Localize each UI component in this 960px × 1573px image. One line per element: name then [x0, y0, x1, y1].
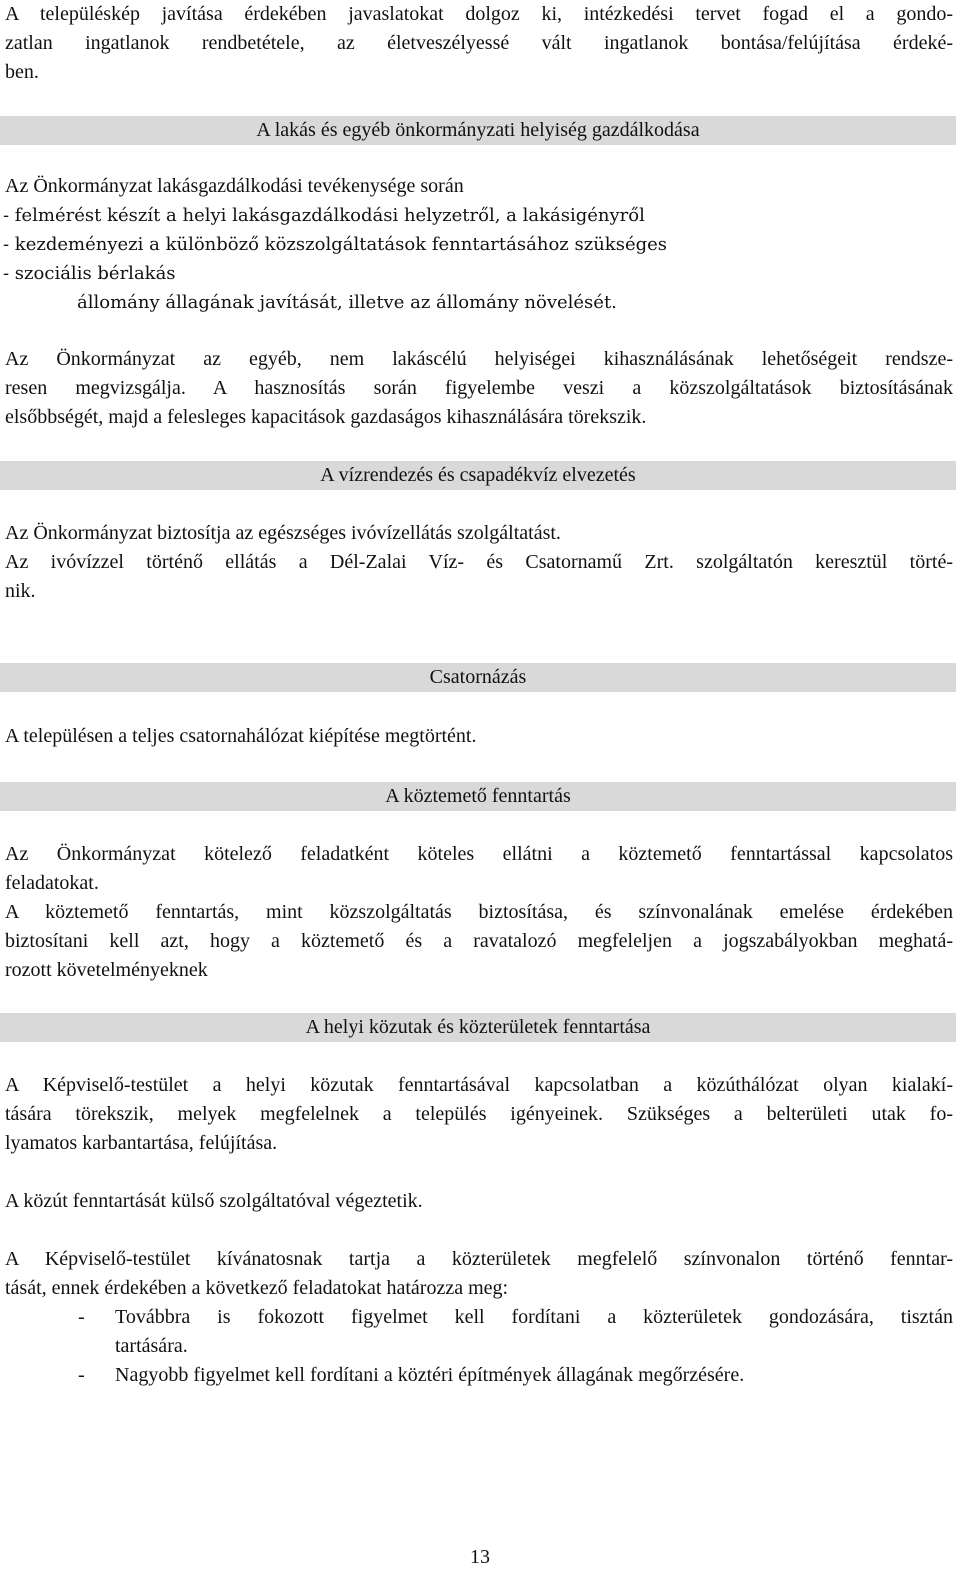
sewer-paragraph — [5, 722, 953, 751]
text-line: Nagyobb figyelmet kell fordítani a köztéri építmények állagának megőrzésére. — [115, 1364, 745, 1386]
text-line: ben. — [5, 61, 39, 83]
text-line: Az ivóvízzel történő ellátás a Dél-Zalai Víz- és Csatornamű Zrt. szolgáltatón keresztül törté- — [5, 551, 953, 573]
list-dash: - — [78, 1306, 85, 1328]
text-line: Az Önkormányzat az egyéb, nem lakáscélú helyiségei kihasználásának lehetőségeit rendsze- — [5, 348, 953, 370]
intro-paragraph — [5, 0, 953, 87]
text-line: A településen a teljes csatornahálózat kiépítése megtörtént. — [5, 725, 477, 747]
text-line: elsőbbségét, majd a felesleges kapacitások gazdaságos kihasználására törekszik. — [5, 406, 647, 428]
text-line: lyamatos karbantartása, felújítása. — [5, 1132, 278, 1154]
text-line: feladatokat. — [5, 872, 99, 894]
section-heading-water: A vízrendezés és csapadékvíz elvezetés — [0, 461, 956, 490]
text-line: tását, ennek érdekében a következő feladatokat határozza meg: — [5, 1277, 509, 1299]
list-item — [5, 1303, 953, 1361]
list-item — [5, 288, 953, 317]
text-line: rozott követelményeknek — [5, 959, 208, 981]
text-line: Az Önkormányzat biztosítja az egészséges ivóvízellátás szolgáltatást. — [5, 522, 561, 544]
text-line: nik. — [5, 580, 36, 602]
list-item — [5, 201, 953, 230]
text-line: zatlan ingatlanok rendbetétele, az életveszélyessé vált ingatlanok bontása/felújítása érdeké- — [5, 32, 953, 54]
text-line: A Képviselő-testület kívánatosnak tartja a közterületek megfelelő színvonalon történő fenntar- — [5, 1248, 953, 1270]
water-paragraph — [5, 519, 953, 606]
section-heading-sewer: Csatornázás — [0, 663, 956, 692]
text-line: A településkép javítása érdekében javaslatokat dolgoz ki, intézkedési tervet fogad el a gondo- — [5, 3, 953, 25]
text-line: Az Önkormányzat lakásgazdálkodási tevékenysége során — [5, 175, 464, 197]
cemetery-paragraph — [5, 840, 953, 985]
text-line: Az Önkormányzat kötelező feladatként köteles ellátni a köztemető fenntartással kapcsolatos — [5, 843, 953, 865]
list-item — [5, 259, 953, 288]
roads-paragraph-3 — [5, 1245, 953, 1303]
list-item — [5, 1361, 953, 1390]
section-heading-cemetery: A köztemető fenntartás — [0, 782, 956, 811]
housing-paragraph — [5, 345, 953, 432]
list-dash: - — [78, 1364, 85, 1386]
page-number: 13 — [470, 1546, 490, 1568]
text-line: A Képviselő-testület a helyi közutak fenntartásával kapcsolatban a közúthálózat olyan kialakí- — [5, 1074, 953, 1096]
roads-paragraph-1 — [5, 1071, 953, 1158]
list-item — [5, 230, 953, 259]
text-line: resen megvizsgálja. A hasznosítás során figyelembe veszi a közszolgáltatások biztosításának — [5, 377, 953, 399]
housing-section-body — [5, 172, 953, 317]
list-item-text: állomány állagának javítását, illetve az állomány növelését. — [77, 292, 617, 313]
text-line: tartására. — [115, 1335, 188, 1357]
text-line: A közút fenntartását külső szolgáltatóval végeztetik. — [5, 1190, 423, 1212]
list-item-text: - szociális bérlakás — [3, 263, 176, 284]
text-line: tására törekszik, melyek megfelelnek a település igényeinek. Szükséges a belterületi utak fo- — [5, 1103, 953, 1125]
section-heading-roads: A helyi közutak és közterületek fenntartása — [0, 1013, 956, 1042]
text-line: A köztemető fenntartás, mint közszolgáltatás biztosítása, és színvonalának emelése érdekében — [5, 901, 953, 923]
text-line: biztosítani kell azt, hogy a köztemető és a ravatalozó megfeleljen a jogszabályokban meghatá- — [5, 930, 953, 952]
list-item-text: - kezdeményezi a különböző közszolgáltatások fenntartásához szükséges — [3, 234, 668, 255]
roads-bullet-list — [5, 1303, 953, 1390]
section-heading-housing: A lakás és egyéb önkormányzati helyiség gazdálkodása — [0, 116, 956, 145]
text-line: Továbbra is fokozott figyelmet kell fordítani a közterületek gondozására, tisztán — [115, 1306, 953, 1328]
roads-paragraph-2 — [5, 1187, 953, 1216]
list-item-text: - felmérést készít a helyi lakásgazdálkodási helyzetről, a lakásigényről — [3, 205, 645, 226]
